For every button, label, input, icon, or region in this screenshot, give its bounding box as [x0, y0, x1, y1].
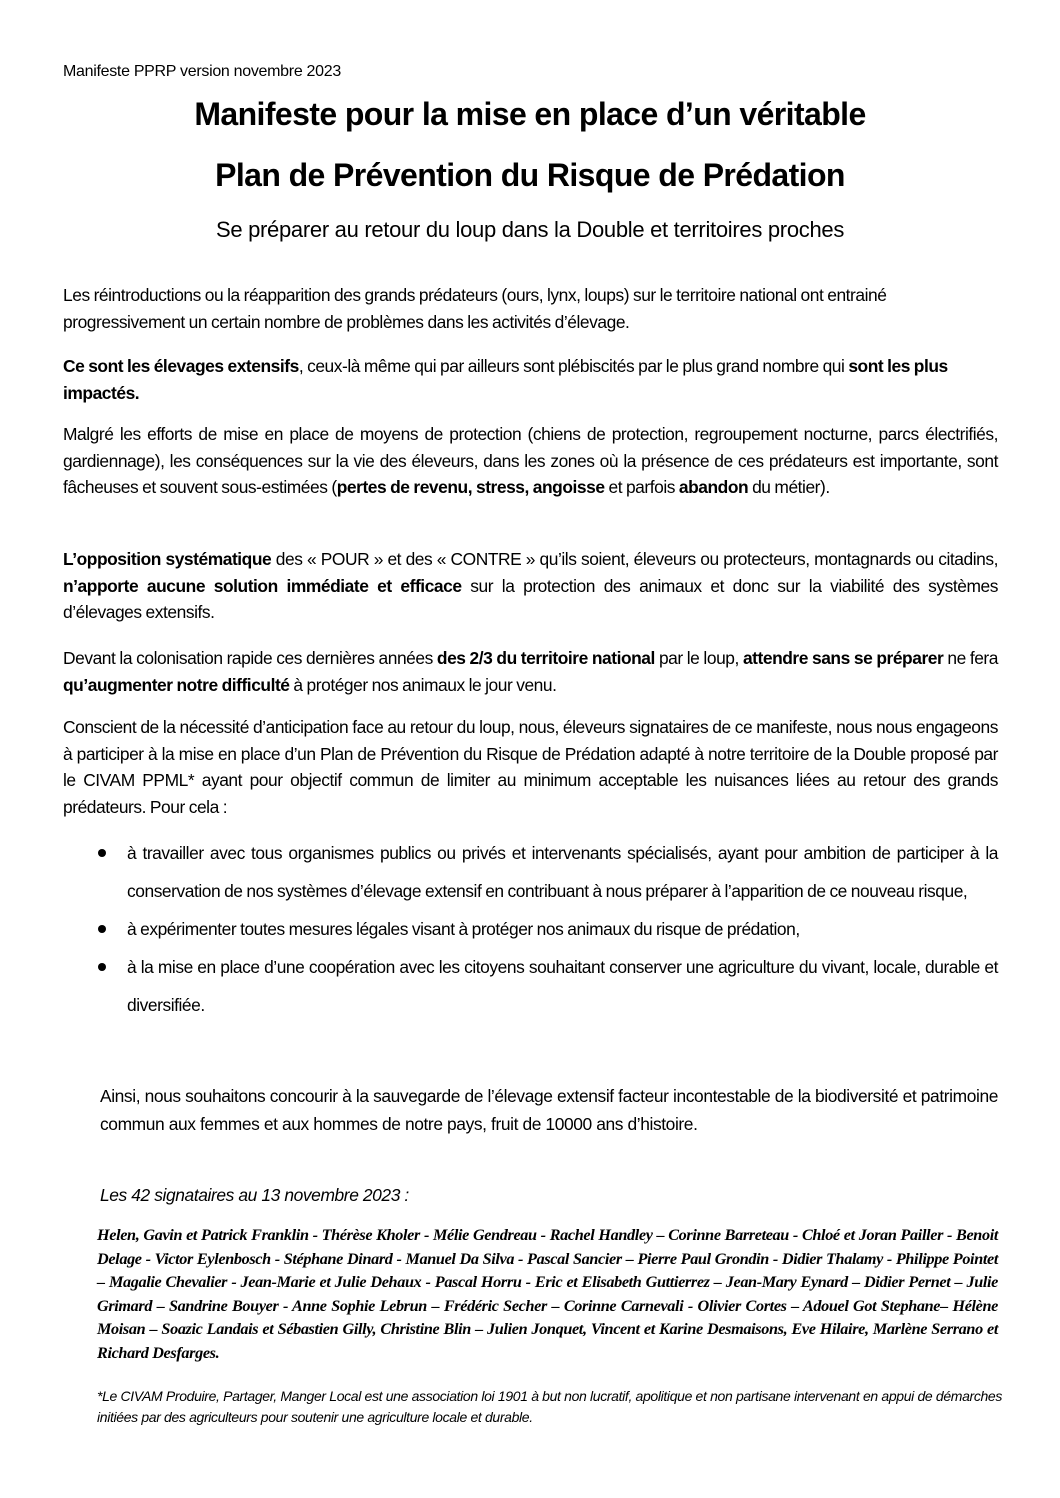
- emphasis-text: attendre sans se préparer: [742, 648, 944, 668]
- bullet-icon: [98, 963, 106, 971]
- commitment-item: [97, 834, 998, 910]
- commitment-text: à la mise en place d’une coopération avec les citoyens souhaitant conserver une agriculture du vivant, locale, durable et diversifiée.: [127, 957, 998, 1015]
- paragraph-intro: [63, 282, 998, 335]
- body-text: du métier).: [748, 477, 830, 497]
- commitment-item: [97, 910, 998, 948]
- paragraph-extensive-farming: [63, 353, 998, 406]
- signatories-heading: Les 42 signataires au 13 novembre 2023 :: [100, 1185, 409, 1205]
- body-text: et parfois: [604, 477, 679, 497]
- emphasis-text: n’apporte aucune solution immédiate et efficace: [63, 575, 462, 596]
- paragraph-commitment: [63, 714, 998, 820]
- emphasis-text: sont les plus impactés.: [63, 356, 948, 403]
- emphasis-text: qu’augmenter notre difficulté: [63, 674, 290, 695]
- body-text: ne fera: [943, 648, 998, 668]
- paragraph-colonisation: [63, 645, 998, 698]
- body-text: Les réintroductions ou la réapparition des grands prédateurs (ours, lynx, loups) sur le territoire national ont entrainé progressivement un certain nombre de problèmes dans les activités d’élevage.: [63, 285, 887, 332]
- emphasis-text: des 2/3 du territoire national: [436, 648, 655, 668]
- body-text: sur la protection des animaux et donc sur la viabilité des systèmes d’élevages extensifs.: [63, 575, 998, 622]
- signatories-list: Helen, Gavin et Patrick Franklin - Thérèse Kholer - Mélie Gendreau - Rachel Handley – Corinne Barreteau - Chloé et Joran Pailler - Benoit Delage - Victor Eylenbosch - Stéphane Dinard - Manuel Da Silva - Pascal Sancier – Pierre Paul Grondin - Didier Thalamy - Philippe Pointet – Magalie Chevalier - Jean-Marie et Julie Dehaux - Pascal Horru - Eric et Elisabeth Guttierrez – Jean-Mary Eynard – Didier Pernet – Julie Grimard – Sandrine Bouyer - Anne Sophie Lebrun – Frédéric Secher – Corinne Carnevali - Olivier Cortes – Adouel Got Stephane– Hélène Moisan – Soazic Landais et Sébastien Gilly, Christine Blin – Julien Jonquet, Vincent et Karine Desmaisons, Eve Hilaire, Marlène Serrano et Richard Desfarges.: [97, 1226, 998, 1362]
- commitment-item: [97, 948, 998, 1024]
- body-text: par le loup,: [654, 648, 743, 668]
- bullet-icon: [98, 925, 106, 933]
- subtitle: Se préparer au retour du loup dans la Double et territoires proches: [215, 217, 845, 242]
- body-text: Conscient de la nécessité d’anticipation face au retour du loup, nous, éleveurs signataires de ce manifeste, nous nous engageons à participer à la mise en place d’un Plan de Prévention du Risque de Prédation adapté à notre territoire de la Double proposé par le CIVAM PPML* ayant pour objectif commun de limiter au minimum acceptable les nuisances liées au retour des grands prédateurs. Pour cela :: [63, 717, 998, 817]
- emphasis-text: abandon: [678, 477, 749, 497]
- paragraph-protection-efforts: [63, 421, 998, 501]
- body-text: à protéger nos animaux le jour venu.: [289, 674, 557, 695]
- body-text: Devant la colonisation rapide ces dernières années: [63, 648, 437, 668]
- emphasis-text: L’opposition systématique: [63, 549, 272, 569]
- commitments-list: [97, 834, 998, 1024]
- title-line-2: Plan de Prévention du Risque de Prédation: [215, 157, 845, 193]
- version-note: Manifeste PPRP version novembre 2023: [63, 63, 341, 80]
- paragraph-conclusion: Ainsi, nous souhaitons concourir à la sauvegarde de l’élevage extensif facteur incontestable de la biodiversité et patrimoine commun aux femmes et aux hommes de notre pays, fruit de 10000 ans d’histoire.: [100, 1086, 998, 1134]
- paragraph-opposition: [63, 546, 998, 626]
- bullet-icon: [98, 849, 106, 857]
- title-line-1: Manifeste pour la mise en place d’un véritable: [194, 96, 866, 132]
- commitment-text: à expérimenter toutes mesures légales visant à protéger nos animaux du risque de prédation,: [127, 919, 800, 939]
- body-text: des « POUR » et des « CONTRE » qu’ils soient, éleveurs ou protecteurs, montagnards ou citadins,: [271, 549, 998, 569]
- emphasis-text: Ce sont les élevages extensifs: [63, 356, 299, 376]
- footnote-civam: *Le CIVAM Produire, Partager, Manger Local est une association loi 1901 à but non lucratif, apolitique et non partisane intervenant en appui de démarches initiées par des agriculteurs pour soutenir une agriculture locale et durable.: [97, 1388, 1002, 1425]
- emphasis-text: pertes de revenu, stress, angoisse: [336, 477, 605, 497]
- body-text: , ceux-là même qui par ailleurs sont plébiscités par le plus grand nombre qui: [298, 356, 849, 376]
- commitment-text: à travailler avec tous organismes publics ou privés et intervenants spécialisés, ayant pour ambition de participer à la conservation de nos systèmes d’élevage extensif en contribuant à nous préparer à l’apparition de ce nouveau risque,: [127, 843, 998, 901]
- body-text: Malgré les efforts de mise en place de moyens de protection (chiens de protection, regroupement nocturne, parcs électrifiés, gardiennage), les conséquences sur la vie des éleveurs, dans les zones où la présence de ces prédateurs est importante, sont fâcheuses et souvent sous-estimées (: [63, 424, 998, 497]
